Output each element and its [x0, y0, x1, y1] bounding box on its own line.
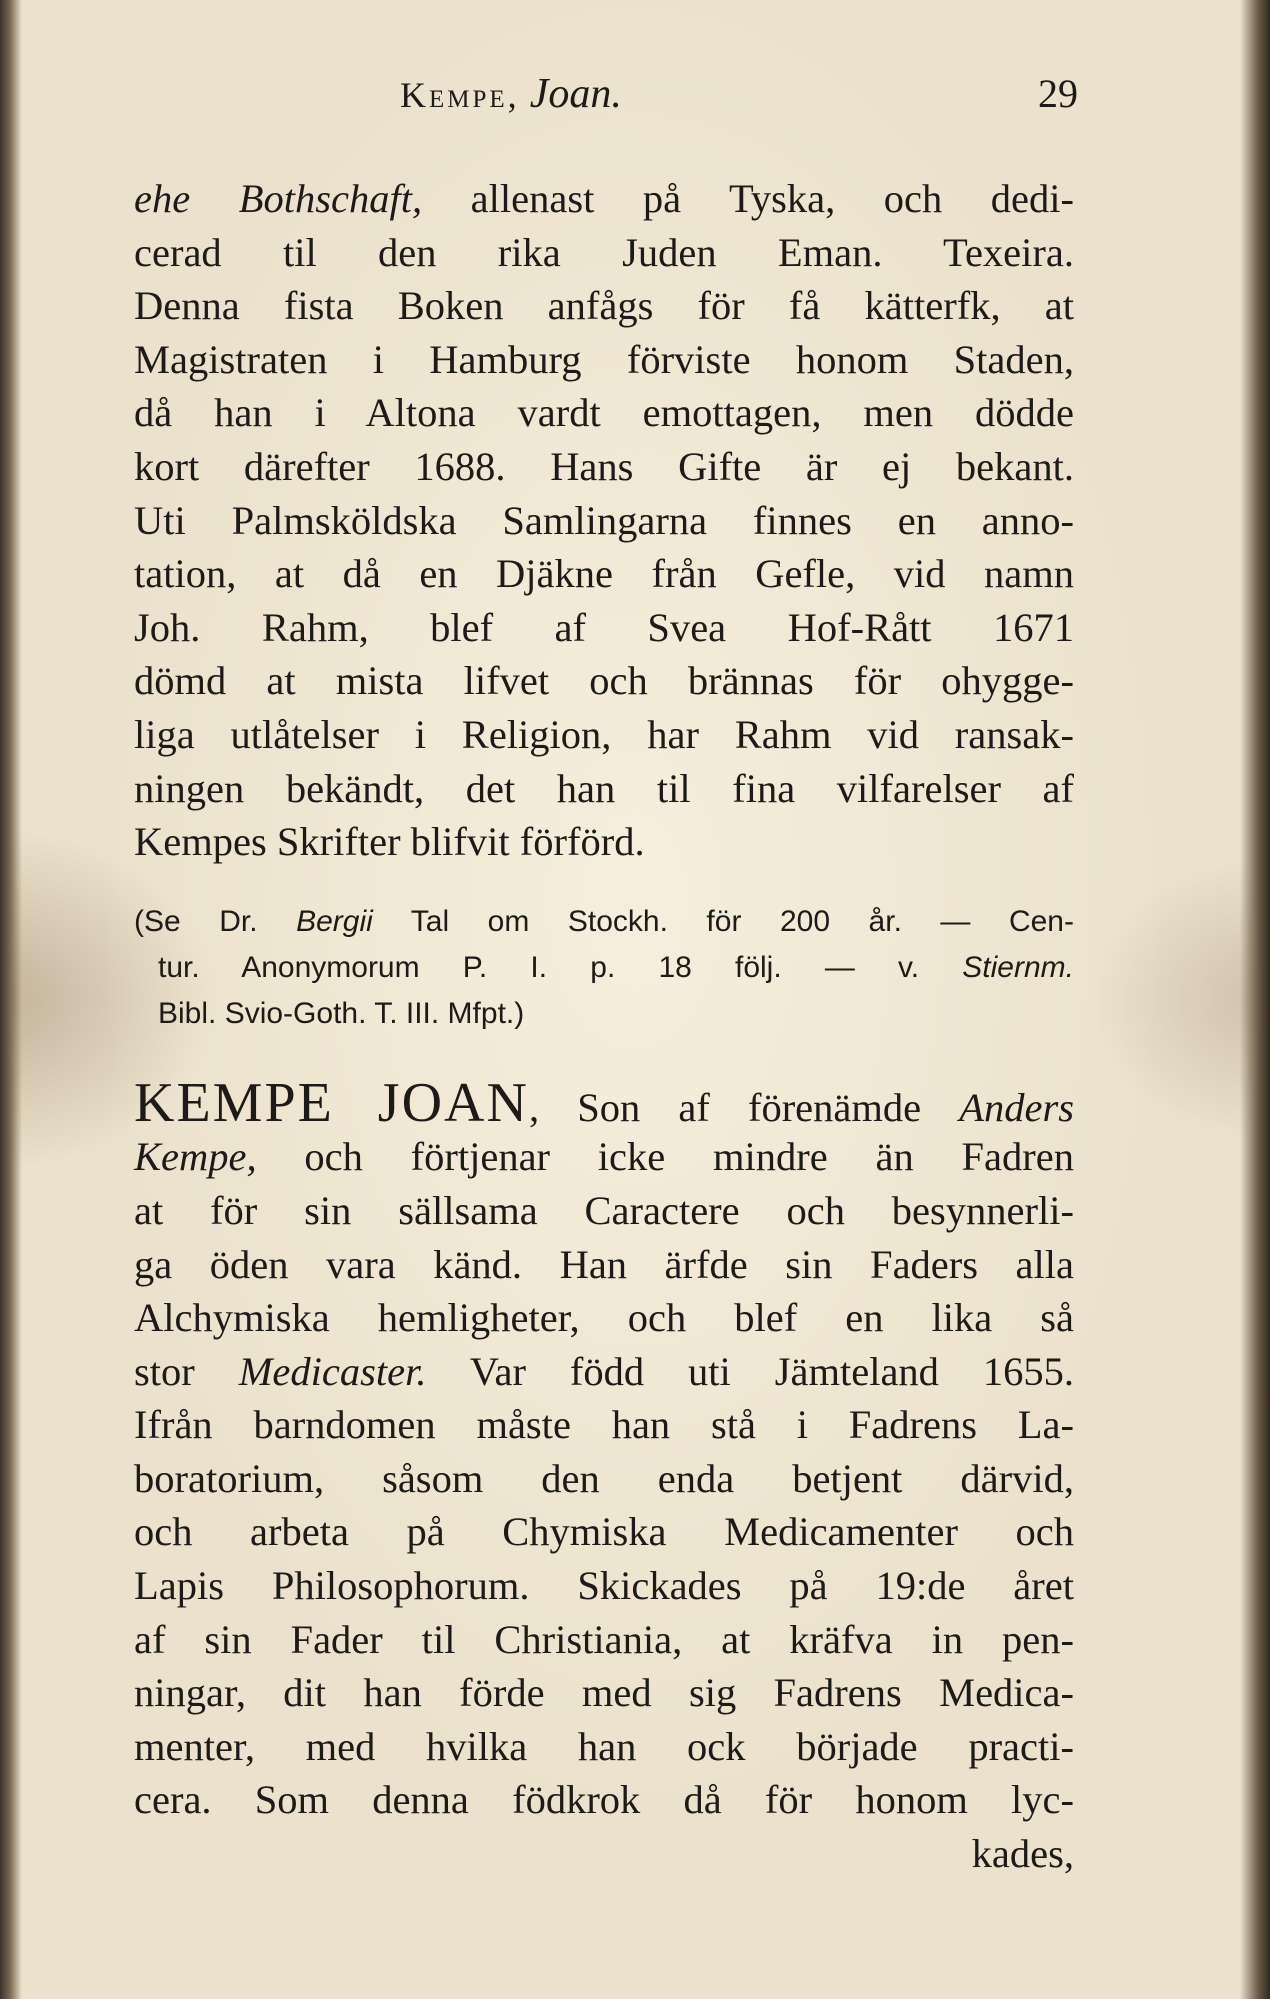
text-line: at för sin sällsama Caractere och besynnerli-	[134, 1187, 1074, 1233]
page-gutter-shadow	[0, 0, 22, 1999]
text-line: boratorium, såsom den enda betjent därvid,	[134, 1455, 1074, 1501]
text-line: menter, med hvilka han ock började practi-	[134, 1723, 1074, 1769]
catchword: kades,	[971, 1831, 1074, 1877]
text-line: cera. Som denna födkrok då för honom lyc-	[134, 1777, 1074, 1823]
running-head-name: Kempe,	[400, 75, 520, 115]
running-head	[400, 70, 622, 118]
text-line: Lapis Philosophorum. Skickades på 19:de året	[134, 1563, 1074, 1609]
name-italic: Kempe,	[134, 1134, 257, 1180]
note-author-italic: Bergii	[296, 904, 373, 938]
text-line: ningen bekändt, det han til fina vilfarelser af	[134, 765, 1074, 811]
text-line: af sin Fader til Christiania, at kräfva in pen-	[134, 1616, 1074, 1662]
entry-heading-line: KEMPE JOAN, Son af förenämde Anders	[134, 1071, 1075, 1134]
text-line: Magistraten i Hamburg förviste honom Staden,	[134, 336, 1074, 382]
text-line: Uti Palmsköldska Samlingarna finnes en anno-	[134, 497, 1074, 543]
spacer	[134, 1037, 1074, 1077]
text-line: och arbeta på Chymiska Medicamenter och	[134, 1509, 1074, 1555]
text-line: Denna fista Boken anfågs för få kätterfk, at	[134, 283, 1074, 329]
text-line: då han i Altona vardt emottagen, men dödde	[134, 390, 1074, 436]
text-line: Alchymiska hemligheter, och blef en lika så	[134, 1295, 1074, 1341]
note-line: tur. Anonymorum P. I. p. 18 följ. — v. Stiernm.	[158, 950, 1074, 984]
note-author-italic: Stiernm.	[962, 950, 1074, 984]
text-line: ehe Bothschaft, allenast på Tyska, och dedi-	[134, 176, 1074, 221]
text-line: liga utlåtelser i Religion, har Rahm vid ransak-	[134, 711, 1074, 757]
page-header	[138, 62, 1078, 132]
spacer	[134, 869, 1074, 899]
text-line: Ifrån barndomen måste han stå i Fadrens La-	[134, 1402, 1074, 1448]
text-line: Kempe, och förtjenar icke mindre än Fadren	[134, 1134, 1074, 1180]
entry-heading: KEMPE JOAN	[134, 1071, 529, 1134]
text-line: Kempes Skrifter blifvit förförd.	[134, 819, 645, 865]
note-line: (Se Dr. Bergii Tal om Stockh. för 200 år. — Cen-	[134, 904, 1074, 938]
text-line: ga öden vara känd. Han ärfde sin Faders alla	[134, 1241, 1074, 1287]
book-title-italic: ehe Bothschaft,	[134, 176, 423, 221]
page-body	[134, 172, 1074, 1881]
page-edge-shadow	[1240, 0, 1270, 1999]
note-line: Bibl. Svio-Goth. T. III. Mfpt.)	[158, 996, 525, 1030]
text-line: Joh. Rahm, blef af Svea Hof-Rått 1671	[134, 604, 1074, 650]
name-italic: Anders	[959, 1084, 1075, 1130]
text-line: tation, at då en Djäkne från Gefle, vid namn	[134, 551, 1074, 597]
reference-note	[134, 899, 1074, 1037]
text-line: stor Medicaster. Var född uti Jämteland 1655.	[134, 1348, 1074, 1394]
term-italic: Medicaster.	[238, 1348, 427, 1394]
page-number: 29	[1038, 71, 1078, 116]
text-line: dömd at mista lifvet och brännas för ohygge-	[134, 658, 1074, 704]
text-line: kort därefter 1688. Hans Gifte är ej bekant.	[134, 443, 1074, 489]
text-line: cerad til den rika Juden Eman. Texeira.	[134, 229, 1074, 275]
paragraph-continued	[134, 172, 1074, 869]
running-head-given-name: Joan.	[529, 71, 622, 117]
entry-kempe-joan	[134, 1071, 1075, 1881]
text-line: ningar, dit han förde med sig Fadrens Medica-	[134, 1670, 1074, 1716]
